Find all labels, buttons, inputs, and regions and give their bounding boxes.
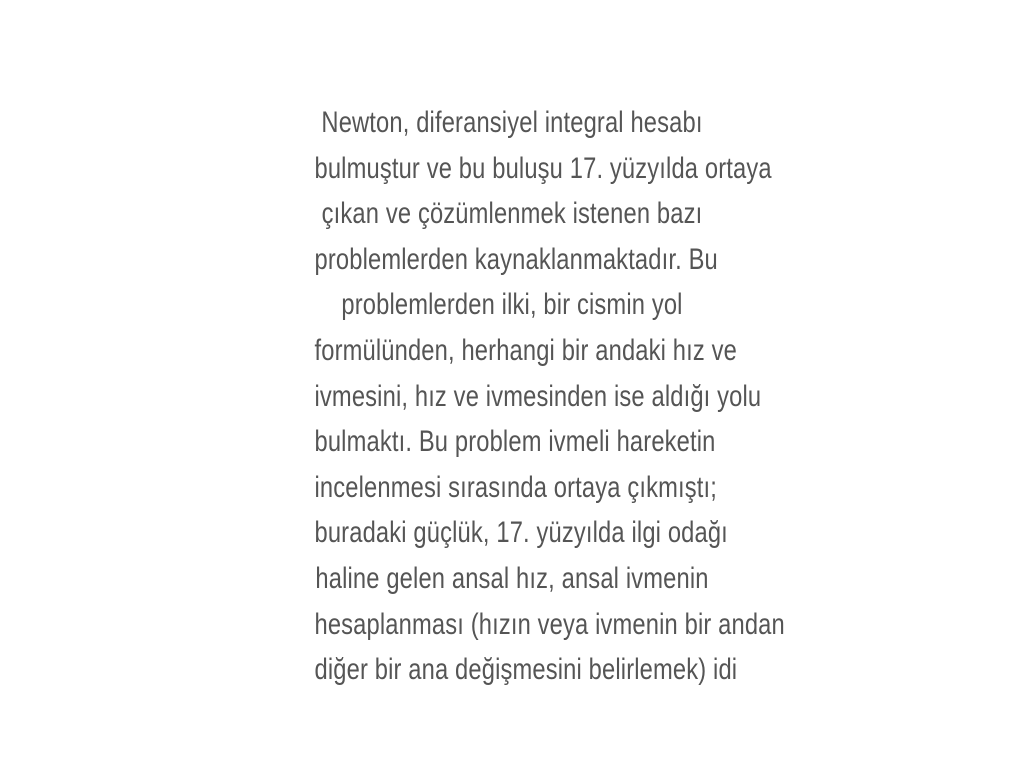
paragraph-line: incelenmesi sırasında ortaya çıkmıştı; [314, 470, 717, 504]
paragraph-line: haline gelen ansal hız, ansal ivmenin [315, 561, 709, 595]
paragraph-line: bulmuştur ve bu buluşu 17. yüzyılda ortaya [314, 151, 772, 185]
paragraph-line: ivmesini, hız ve ivmesinden ise aldığı yolu [314, 379, 762, 413]
paragraph-line: bulmaktı. Bu problem ivmeli hareketin [314, 425, 716, 459]
paragraph-line: Newton, diferansiyel integral hesabı [321, 106, 703, 139]
paragraph-line: problemlerden kaynaklanmaktadır. Bu [314, 242, 718, 276]
paragraph-line: formülünden, herhangi bir andaki hız ve [314, 333, 737, 367]
paragraph-line: hesaplanması (hızın veya ivmenin bir andan [314, 607, 785, 641]
body-paragraph [262, 100, 785, 693]
paragraph-line: buradaki güçlük, 17. yüzyılda ilgi odağı [314, 516, 728, 550]
paragraph-line: problemlerden ilki, bir cismin yol [341, 288, 683, 322]
paragraph-line: diğer bir ana değişmesini belirlemek) idi [314, 653, 738, 687]
paragraph-line: çıkan ve çözümlenmek istenen bazı [321, 197, 703, 231]
